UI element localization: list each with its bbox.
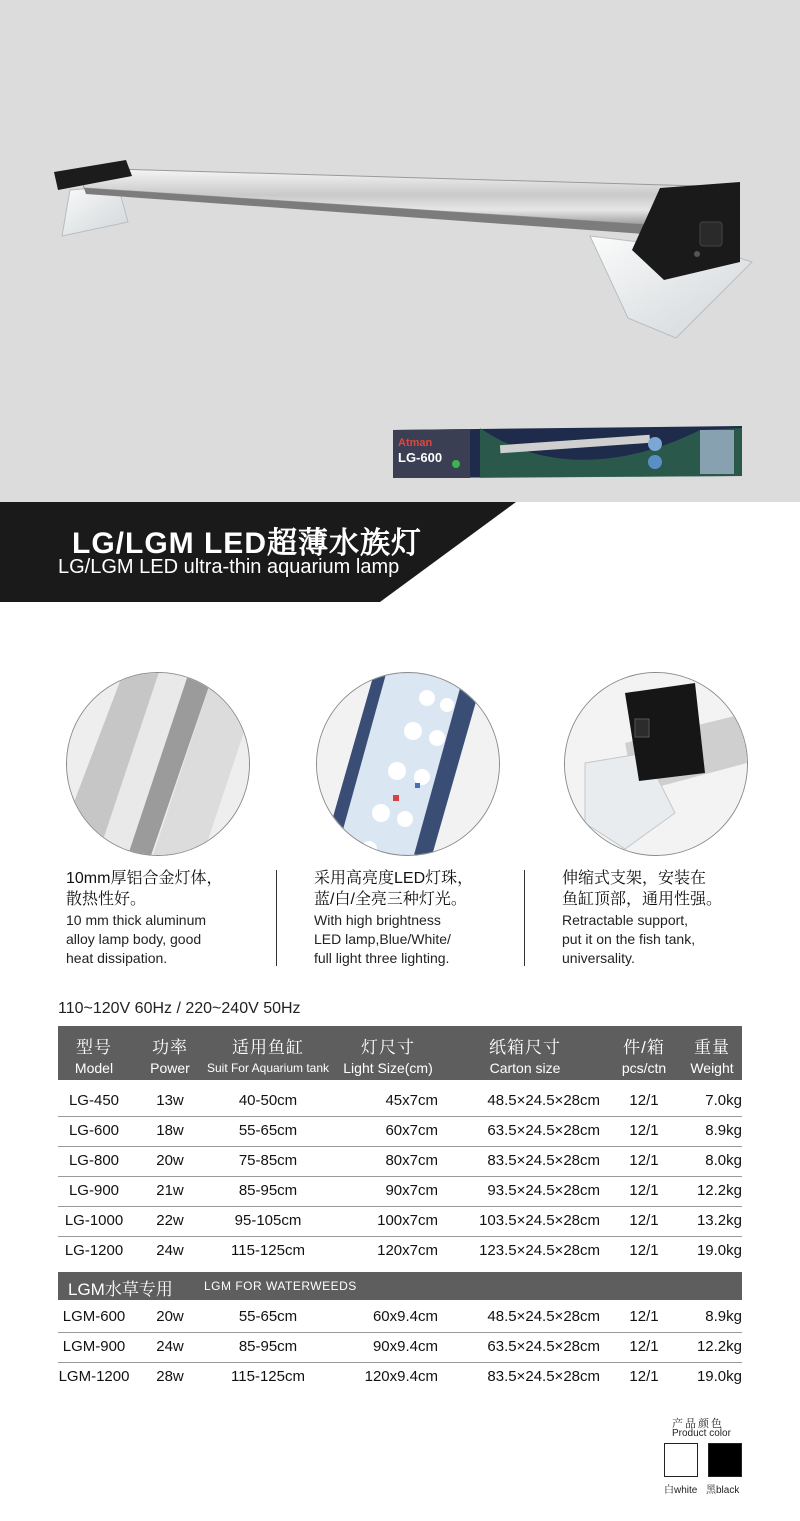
svg-text:Atman: Atman [398,437,433,449]
table-cell: 12/1 [629,1212,659,1229]
feature-cn-line: 散热性好。 [66,891,147,908]
table-cell: 85-95cm [238,1338,298,1355]
table-cell: 40-50cm [238,1092,298,1109]
table-cell: 60x7cm [385,1122,438,1139]
table-cell: LG-450 [68,1092,120,1109]
table-cell: 115-125cm [231,1368,305,1385]
table-cell: 12/1 [629,1182,659,1199]
lgm-section-title: LGM水草专用 [68,1280,173,1299]
table-cell: 45x7cm [385,1092,438,1109]
feature-en-line: With high brightness [314,912,441,928]
header-tank: 适用鱼缸 Suit For Aquarium tank [206,1038,330,1075]
table-cell: 75-85cm [238,1152,298,1169]
table-cell: 18w [156,1122,184,1139]
table-cell: 12.2kg [696,1338,742,1355]
feature-led [314,868,524,967]
table-cell: 93.5×24.5×28cm [487,1182,600,1199]
table-cell: 48.5×24.5×28cm [487,1092,600,1109]
table-cell: 13w [156,1092,184,1109]
page-title: LG/LGM LED超薄水族灯 [72,527,422,560]
table-cell: 20w [156,1308,184,1325]
feature-en-line: LED lamp,Blue/White/ [314,931,451,947]
feature-cn-line: 鱼缸顶部，通用性强。 [562,891,723,908]
table-cell: 83.5×24.5×28cm [487,1368,600,1385]
table-row [58,1236,742,1266]
table-cell: 12.2kg [696,1182,742,1199]
feature-en-line: universality. [562,950,635,966]
feature-en-line: full light three lighting. [314,950,450,966]
table-cell: 12/1 [629,1368,659,1385]
table-cell: 120x9.4cm [364,1368,438,1385]
table-cell: 28w [156,1368,184,1385]
feature-cn-line: 蓝/白/全亮三种灯光。 [314,891,467,908]
table-cell: 55-65cm [238,1308,298,1325]
table-cell: LG-900 [68,1182,120,1199]
table-cell: 48.5×24.5×28cm [487,1308,600,1325]
lgm-section-subtitle: LGM FOR WATERWEEDS [204,1279,357,1293]
header-pcs: 件/箱 pcs/ctn [621,1038,667,1076]
table-cell: 24w [156,1242,184,1259]
table-cell: 13.2kg [696,1212,742,1229]
black-swatch [708,1443,742,1477]
table-cell: 12/1 [629,1092,659,1109]
table-cell: 63.5×24.5×28cm [487,1338,600,1355]
product-box [393,426,742,478]
table-cell: 120x7cm [377,1242,438,1259]
feature-en-line: alloy lamp body, good [66,931,202,947]
product-color-title: 产品颜色 [672,1418,724,1430]
header-weight: 重量 Weight [690,1038,734,1076]
table-cell: 12/1 [629,1308,659,1325]
table-cell: 90x9.4cm [372,1338,438,1355]
table-cell: 60x9.4cm [372,1308,438,1325]
table-cell: 24w [156,1338,184,1355]
feature-en-line: put it on the fish tank, [562,931,696,947]
table-row [58,1332,742,1363]
table-cell: 8.9kg [705,1308,742,1325]
feature-en-line: heat dissipation. [66,950,168,966]
table-cell: 103.5×24.5×28cm [479,1212,600,1229]
table-cell: 123.5×24.5×28cm [479,1242,600,1259]
feature-divider [524,870,525,966]
table-cell: LGM-900 [62,1338,126,1355]
header-model: 型号 Model [74,1038,114,1076]
table-cell: 12/1 [629,1122,659,1139]
table-cell: 90x7cm [385,1182,438,1199]
table-cell: 8.0kg [705,1152,742,1169]
hero-section [0,0,800,502]
table-cell: LG-800 [68,1152,120,1169]
table-cell: 80x7cm [385,1152,438,1169]
voltage-spec: 110~120V 60Hz / 220~240V 50Hz [58,1000,301,1017]
table-row [58,1206,742,1237]
table-cell: 21w [156,1182,184,1199]
feature-bracket [562,868,772,967]
table-cell: 7.0kg [705,1092,742,1109]
table-cell: 12/1 [629,1152,659,1169]
lamp-illustration [0,0,800,502]
table-row [58,1362,742,1392]
feature-image-led [316,672,500,856]
table-cell: 85-95cm [238,1182,298,1199]
feature-en-line: Retractable support, [562,912,689,928]
feature-en-line: 10 mm thick aluminum [66,912,207,928]
table-cell: 83.5×24.5×28cm [487,1152,600,1169]
header-carton: 纸箱尺寸 Carton size [489,1038,561,1076]
table-cell: 20w [156,1152,184,1169]
spec-table-header [58,1026,742,1080]
table-cell: 100x7cm [377,1212,438,1229]
table-row [58,1086,742,1117]
feature-cn-line: 伸缩式支架，安装在 [562,870,707,887]
table-cell: 55-65cm [238,1122,298,1139]
table-row [58,1146,742,1177]
feature-cn-line: 10mm厚铝合金灯体， [66,870,223,887]
header-power: 功率 Power [150,1038,190,1076]
lgm-section-header [58,1272,742,1300]
feature-image-bracket [564,672,748,856]
table-cell: 19.0kg [696,1242,742,1259]
feature-cn-line: 采用高亮度LED灯珠， [314,870,474,887]
feature-aluminum [66,868,276,967]
page-subtitle: LG/LGM LED ultra-thin aquarium lamp [58,556,400,578]
table-cell: 12/1 [629,1338,659,1355]
product-color-subtitle: Product color [672,1428,731,1439]
white-label: 白white [664,1485,698,1496]
table-cell: 12/1 [629,1242,659,1259]
feature-image-aluminum [66,672,250,856]
table-cell: 115-125cm [231,1242,305,1259]
table-row [58,1176,742,1207]
white-swatch [664,1443,698,1477]
table-cell: LG-1000 [64,1212,124,1229]
table-cell: 63.5×24.5×28cm [487,1122,600,1139]
table-cell: LG-600 [68,1122,120,1139]
header-light-size: 灯尺寸 Light Size(cm) [343,1038,433,1076]
table-cell: LGM-1200 [58,1368,130,1385]
table-row [58,1116,742,1147]
table-cell: 19.0kg [696,1368,742,1385]
table-cell: 22w [156,1212,184,1229]
table-cell: 8.9kg [705,1122,742,1139]
table-cell: LG-1200 [64,1242,124,1259]
black-label: 黑black [706,1485,740,1496]
table-cell: LGM-600 [62,1308,126,1325]
table-cell: 95-105cm [234,1212,302,1229]
feature-divider [276,870,277,966]
table-row [58,1302,742,1333]
svg-text:LG-600: LG-600 [398,450,443,465]
